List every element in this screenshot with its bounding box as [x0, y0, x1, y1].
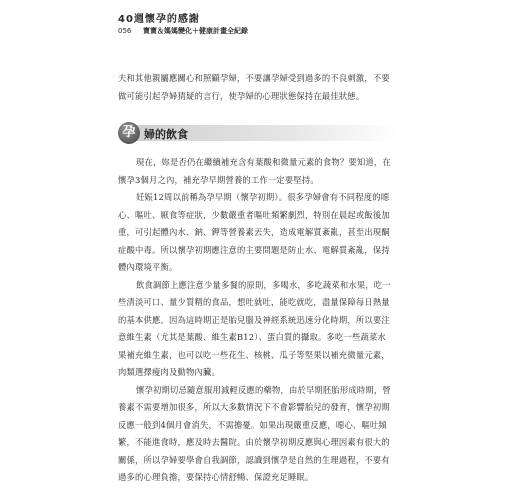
paragraph — [118, 382, 404, 487]
section-heading — [118, 122, 398, 144]
text-line: 養素不需要增加很多，所以大多數情況下不會影響胎兒的發育，懷孕初期 — [118, 402, 390, 412]
text-line: 的基本供應。因為這時期正是胎兒腦及神經系統迅速分化時期，所以要注 — [118, 314, 390, 325]
text-line: 現在，妳是否仍在繼續補充含有葉酸和微量元素的食物？要知道，在 — [136, 157, 391, 167]
heading-title: 婦的飲食 — [144, 128, 188, 141]
paragraph — [118, 277, 404, 382]
text-line: 體內環境平衡。 — [118, 262, 178, 272]
text-line: 繁，不能進食時，應及時去醫院。由於懷孕初期反應與心理因素有很大的 — [118, 437, 390, 447]
text-line: 做可能引起孕婦猜疑的言行，使孕婦的心理狀態保持在最佳狀態。 — [118, 90, 365, 101]
text-line: 果補充維生素，也可以吃一些花生、核桃、瓜子等堅果以補充微量元素， — [118, 349, 390, 360]
book-title: 40週懷孕的感謝 — [118, 14, 200, 25]
text-line: 反應一般到4個月會消失，不需擔憂。如果出現嚴重反應，噁心、嘔吐頻 — [118, 419, 387, 430]
text-line: 重，可引起體內水、鈉、鉀等營養素丟失，造成電解質紊亂，甚至出現酮 — [118, 227, 390, 237]
text-line: 飲食調節上應注意少量多餐的原則，多喝水，多吃蔬菜和水果，吃一 — [136, 279, 391, 290]
text-line: 些清淡可口、量少質精的食品，想吐就吐，能吃就吃，盡量保障每日熱量 — [118, 297, 390, 307]
running-header — [118, 10, 200, 25]
intro-paragraph — [118, 70, 404, 105]
page-number: 056 — [118, 27, 132, 35]
text-line: 過多的心理負擔，要保持心情舒暢、保證充足睡眠。 — [118, 472, 314, 482]
text-line: 肉類選擇瘦肉及動物內臟。 — [118, 367, 220, 377]
text-line: 關係，所以孕婦要學會自我調節，認識到懷孕是自然的生理過程，不要有 — [118, 454, 390, 465]
text-line: 夫和其他親屬應關心和照顧孕婦，不要讓孕婦受到過多的不良刺激，不要 — [118, 73, 390, 83]
heading-first-char: 孕 — [122, 125, 136, 140]
text-line: 症酸中毒。所以懷孕初期應注意的主要問題是防止水、電解質紊亂，保持 — [118, 244, 390, 255]
text-line: 心、嘔吐、厭食等症狀，少數嚴重者嘔吐頻繁劇烈，特別在晨起或飯後加 — [118, 209, 390, 220]
article-body — [118, 154, 404, 487]
text-line: 意維生素（尤其是葉酸、維生素B12）、蛋白質的攝取。多吃一些蔬菜水 — [118, 332, 387, 342]
text-line: 妊娠12周以前稱為孕早期（懷孕初期）。很多孕婦會有不同程度的噁 — [136, 192, 390, 202]
paragraph — [118, 154, 404, 189]
text-line: 懷孕初期切忌隨意服用減輕反應的藥物，由於早期胚胎形成時期，營 — [136, 384, 391, 395]
paragraph — [118, 189, 404, 277]
book-subtitle: 寶寶＆媽媽變化＋健康計畫全紀錄 — [143, 27, 248, 35]
text-line: 懷孕3個月之內，補充孕早期營養的工作一定要堅持。 — [118, 174, 319, 185]
